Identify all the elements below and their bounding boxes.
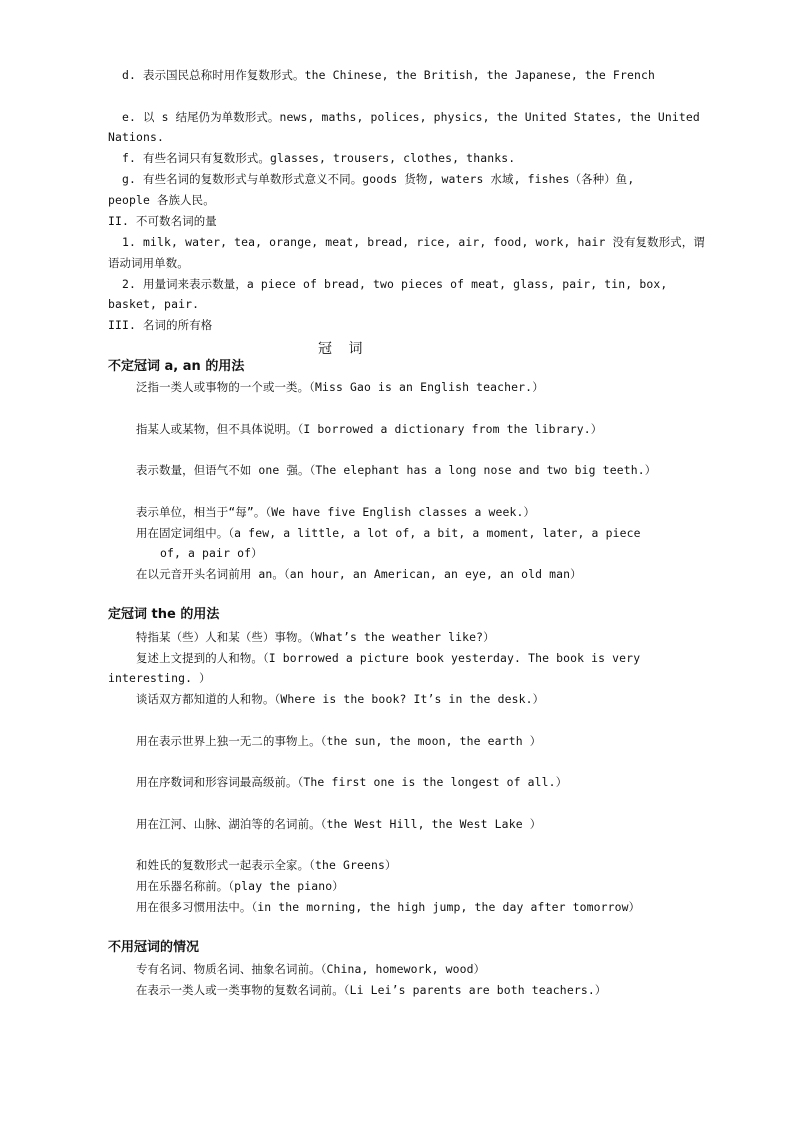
definite-article-heading: 定冠词 the 的用法 (108, 607, 220, 622)
indefinite-rule-5-line1: 用在固定词组中。（a few, a little, a lot of, a bit, a moment, later, a piece (136, 526, 641, 540)
definite-rule-8: 用在乐器名称前。（play the piano） (136, 879, 344, 893)
definite-rule-4: 用在表示世界上独一无二的事物上。（the sun, the moon, the earth ） (136, 734, 542, 748)
definite-rule-2-line1: 复述上文提到的人和物。（I borrowed a picture book yesterday. The book is very (136, 651, 641, 665)
definite-rule-5: 用在序数词和形容词最高级前。（The first one is the longest of all.） (136, 775, 568, 789)
no-article-rule-1: 专有名词、物质名词、抽象名词前。（China, homework, wood） (136, 962, 486, 976)
indefinite-rule-5-line2: of, a pair of） (160, 546, 263, 560)
definite-rule-2-line2: interesting. ） (108, 671, 211, 685)
section-uncountable-title: II. 不可数名词的量 (108, 214, 217, 228)
noun-rule-g-line1: g. 有些名词的复数形式与单数形式意义不同。goods 货物, waters 水域, fishes（各种）鱼, (122, 172, 635, 186)
definite-rule-1: 特指某（些）人和某（些）事物。（What’s the weather like?） (136, 630, 495, 644)
articles-title: 冠 词 (318, 341, 369, 357)
no-article-rule-2: 在表示一类人或一类事物的复数名词前。（Li Lei’s parents are both teachers.） (136, 983, 607, 997)
section-possessive-title: III. 名词的所有格 (108, 318, 213, 332)
noun-rule-e-line1: e. 以 s 结尾仍为单数形式。news, maths, polices, physics, the United States, the United (122, 110, 700, 124)
noun-rule-e-line2: Nations. (108, 130, 165, 144)
indefinite-rule-4: 表示单位，相当于“每”。（We have five English classes a week.） (136, 505, 536, 519)
definite-rule-6: 用在江河、山脉、湖泊等的名词前。（the West Hill, the West Lake ） (136, 817, 542, 831)
indefinite-rule-6: 在以元音开头名词前用 an。（an hour, an American, an eye, an old man） (136, 567, 582, 581)
indefinite-article-heading: 不定冠词 a, an 的用法 (108, 359, 245, 374)
uncountable-rule-2-line1: 2. 用量词来表示数量，a piece of bread, two pieces of meat, glass, pair, tin, box, (122, 277, 668, 291)
definite-rule-3: 谈话双方都知道的人和物。（Where is the book? It’s in the desk.） (136, 692, 545, 706)
indefinite-rule-1: 泛指一类人或事物的一个或一类。（Miss Gao is an English teacher.） (136, 380, 544, 394)
indefinite-rule-2: 指某人或某物，但不具体说明。（I borrowed a dictionary from the library.） (136, 422, 603, 436)
no-article-heading: 不用冠词的情况 (108, 940, 200, 955)
definite-rule-9: 用在很多习惯用法中。（in the morning, the high jump, the day after tomorrow） (136, 900, 641, 914)
noun-rule-d: d. 表示国民总称时用作复数形式。the Chinese, the British, the Japanese, the French (122, 68, 655, 82)
uncountable-rule-1-line1: 1. milk, water, tea, orange, meat, bread, rice, air, food, work, hair 没有复数形式，谓 (122, 235, 705, 249)
uncountable-rule-1-line2: 语动词用单数。 (108, 256, 189, 270)
indefinite-rule-3: 表示数量，但语气不如 one 强。（The elephant has a long nose and two big teeth.） (136, 463, 657, 477)
definite-rule-7: 和姓氏的复数形式一起表示全家。（the Greens） (136, 858, 397, 872)
noun-rule-g-line2: people 各族人民。 (108, 193, 215, 207)
uncountable-rule-2-line2: basket, pair. (108, 297, 200, 311)
noun-rule-f: f. 有些名词只有复数形式。glasses, trousers, clothes, thanks. (122, 151, 516, 165)
